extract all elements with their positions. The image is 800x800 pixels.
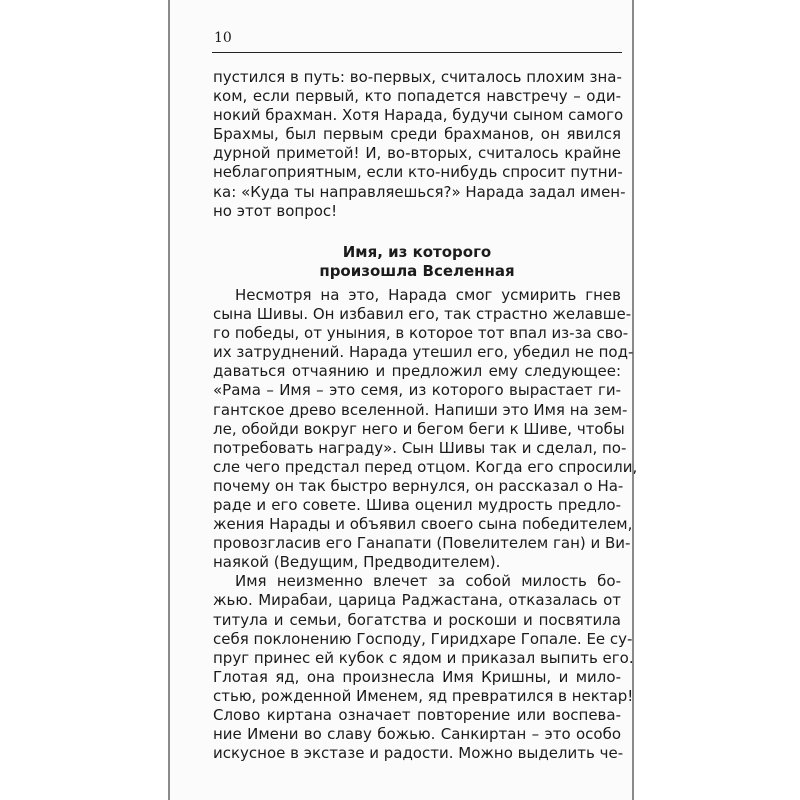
paragraph-2 xyxy=(213,285,638,572)
text-line: жью. Мирабаи, царица Раджастана, отказалась от xyxy=(213,591,621,610)
text-line: Имя неизменно влечет за собой милость бо- xyxy=(235,572,621,591)
heading-line: произошла Вселенная xyxy=(319,261,515,280)
text-line: стью, рожденной Именем, яд превратился в нектар! xyxy=(213,686,634,705)
text-line: ле, обойди вокруг него и бегом беги к Шиве, чтобы xyxy=(213,419,625,438)
text-line: Слово киртана означает повторение или воспева- xyxy=(213,706,621,724)
text-line: провозгласив его Ганапати (Повелителем ган) и Ви- xyxy=(213,534,631,553)
paragraph-1 xyxy=(213,68,626,221)
text-line: ка: «Куда ты направляешься?» Нарада задал имен- xyxy=(213,182,626,201)
text-line: искусное в экстазе и радости. Можно выделить че- xyxy=(213,744,624,763)
text-line: гантское древо вселенной. Напиши это Имя на зем- xyxy=(213,400,628,419)
text-line: потребовать награду». Сын Шивы так и сделал, по- xyxy=(213,438,627,457)
paragraph-3 xyxy=(213,572,634,763)
text-line: себя поклонению Господу, Гиридхаре Гопале. Ее су- xyxy=(213,629,633,648)
header-rule xyxy=(212,52,622,53)
text-line: раде и его совете. Шива оценил мудрость предло- xyxy=(213,495,621,514)
text-line: жения Нарады и объявил своего сына победителем, xyxy=(213,515,633,534)
text-line: их затруднений. Нарада утешил его, убедил не под- xyxy=(213,343,634,362)
text-line: Несмотря на это, Нарада смог усмирить гнев xyxy=(235,285,621,304)
heading-line: Имя, из которого xyxy=(342,242,492,261)
text-line: «Рама – Имя – это семя, из которого вырастает ги- xyxy=(213,381,621,400)
text-line: ние Имени во славу божью. Санкиртан – это особо xyxy=(213,725,621,744)
text-line: дурной приметой! И, во-вторых, считалось крайне xyxy=(213,144,621,163)
text-line: титула и семьи, богатства и роскоши и посвятила xyxy=(213,610,621,629)
text-line: пустился в путь: во-первых, считалось плохим зна- xyxy=(213,68,622,86)
text-line: наякой (Ведущим, Предводителем). xyxy=(213,553,501,572)
text-line: сына Шивы. Он избавил его, так страстно желавше- xyxy=(213,305,632,324)
text-line: го победы, от уныния, в которое тот впал из-за сво- xyxy=(213,324,629,343)
text-line: почему он так быстро вернулся, он рассказал о На- xyxy=(213,476,624,495)
text-line: сле чего предстал перед отцом. Когда его спросили, xyxy=(213,457,638,476)
page-number: 10 xyxy=(214,30,232,46)
text-line: Глотая яд, она произнесла Имя Кришны, и мило- xyxy=(213,667,621,686)
text-line: Брахмы, был первым среди брахманов, он явился xyxy=(213,125,621,144)
section-heading xyxy=(213,243,621,281)
page-content xyxy=(213,68,638,763)
text-line: неблагоприятным, если кто-нибудь спросит путни- xyxy=(213,163,623,182)
text-line: но этот вопрос! xyxy=(213,201,338,220)
text-line: даваться отчаянию и предложил ему следующее: xyxy=(213,362,621,381)
text-line: ком, если первый, кто попадется навстречу – оди- xyxy=(213,87,621,106)
text-line: пруг принес ей кубок с ядом и приказал выпить его. xyxy=(213,648,634,667)
text-line: нокий брахман. Хотя Нарада, будучи сыном самого xyxy=(213,106,624,125)
